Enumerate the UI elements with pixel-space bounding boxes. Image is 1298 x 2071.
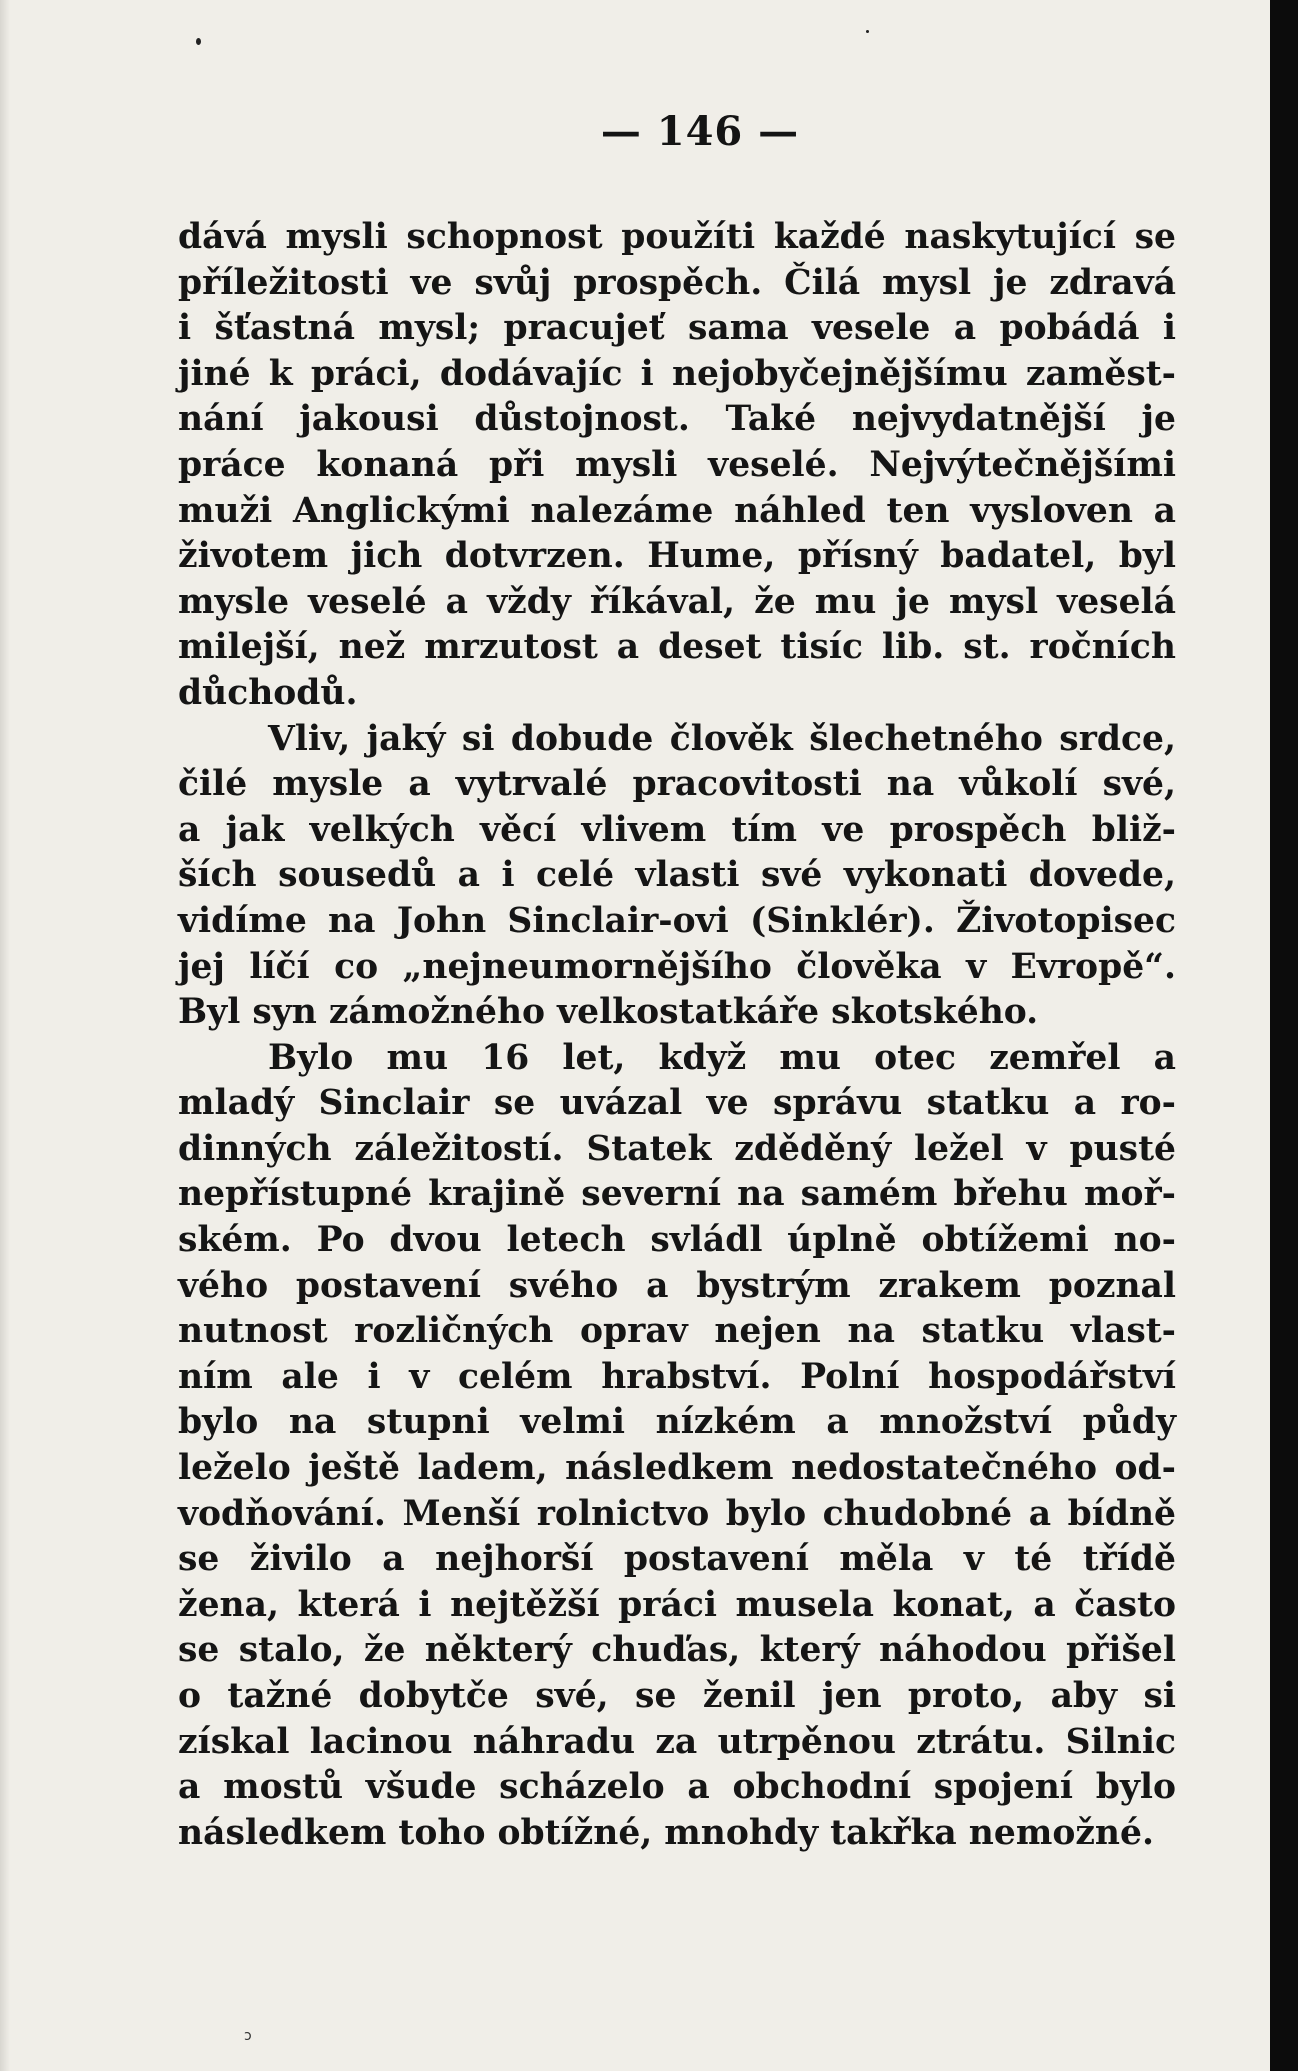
page-right-border	[1270, 0, 1298, 2071]
paragraph	[178, 1036, 1176, 1857]
text-line: následkem toho obtížné, mnohdy takřka nemožné.	[178, 1812, 1154, 1853]
text-line: se živilo a nejhorší postavení měla v té třídě	[178, 1539, 1176, 1580]
text-line: práce konaná při mysli veselé. Nejvýtečnějšími	[178, 444, 1176, 485]
text-line: získal lacinou náhradu za utrpěnou ztrátu. Silnic	[178, 1721, 1176, 1762]
text-line: muži Anglickými nalezáme náhled ten vysloven a	[178, 490, 1176, 531]
text-line: leželo ještě ladem, následkem nedostatečného od-	[178, 1448, 1176, 1489]
text-line: a jak velkých věcí vlivem tím ve prospěch bliž-	[178, 809, 1176, 850]
text-line: mysle veselé a vždy říkával, že mu je mysl veselá	[178, 581, 1176, 622]
text-line: čilé mysle a vytrvalé pracovitosti na vůkolí své,	[178, 764, 1176, 805]
text-line: o tažné dobytče své, se ženil jen proto, aby si	[178, 1676, 1176, 1716]
text-line: mladý Sinclair se uvázal ve správu statku a ro-	[178, 1083, 1176, 1124]
text-line: nepřístupné krajině severní na samém břehu moř-	[178, 1174, 1176, 1215]
text-line: ním ale i v celém hrabství. Polní hospodářství	[178, 1356, 1176, 1397]
footer-mark: ɔ	[244, 2028, 252, 2044]
body-text	[178, 215, 1176, 1856]
text-line: jej líčí co „nejneumornějšího člověka v Evropě“.	[178, 946, 1176, 987]
text-line: dává mysli schopnost použíti každé naskytující se	[178, 217, 1176, 257]
text-line: bylo na stupni velmi nízkém a množství půdy	[178, 1402, 1176, 1443]
text-line: milejší, než mrzutost a deset tisíc lib. st. ročních	[178, 627, 1176, 668]
print-speck	[196, 38, 201, 45]
text-line: Vliv, jaký si dobude člověk šlechetného srdce,	[268, 718, 1176, 759]
text-line: vého postavení svého a bystrým zrakem poznal	[178, 1265, 1176, 1306]
text-line: ších sousedů a i celé vlasti své vykonati dovede,	[178, 855, 1176, 896]
page-left-shadow	[0, 0, 10, 2071]
text-line: i šťastná mysl; pracujeť sama vesele a pobádá i	[178, 308, 1176, 349]
text-line: Byl syn zámožného velkostatkáře skotského.	[178, 992, 1039, 1033]
page-number: — 146 —	[600, 108, 800, 155]
text-line: vidíme na John Sinclair-ovi (Sinklér). Životopisec	[178, 900, 1176, 941]
text-line: dinných záležitostí. Statek zděděný ležel v pusté	[178, 1128, 1176, 1169]
text-line: a mostů všude scházelo a obchodní spojení bylo	[178, 1767, 1176, 1808]
text-line: žena, která i nejtěžší práci musela konat, a často	[178, 1584, 1176, 1625]
paragraph	[178, 717, 1176, 1036]
print-speck	[866, 30, 869, 33]
text-line: příležitosti ve svůj prospěch. Čilá mysl je zdravá	[178, 262, 1176, 303]
text-line: vodňování. Menší rolnictvo bylo chudobné a bídně	[178, 1493, 1176, 1534]
text-line: nutnost rozličných oprav nejen na statku vlast-	[178, 1311, 1176, 1352]
text-line: ském. Po dvou letech svládl úplně obtížemi no-	[178, 1220, 1176, 1261]
text-line: se stalo, že některý chuďas, který náhodou přišel	[178, 1630, 1176, 1671]
text-line: důchodů.	[178, 672, 358, 713]
text-line: Bylo mu 16 let, když mu otec zemřel a	[268, 1037, 1176, 1078]
text-line: životem jich dotvrzen. Hume, přísný badatel, byl	[178, 536, 1176, 577]
text-line: nání jakousi důstojnost. Také nejvydatnější je	[178, 399, 1176, 440]
paragraph	[178, 215, 1176, 717]
text-line: jiné k práci, dodávajíc i nejobyčejnějšímu zaměst-	[178, 353, 1176, 394]
